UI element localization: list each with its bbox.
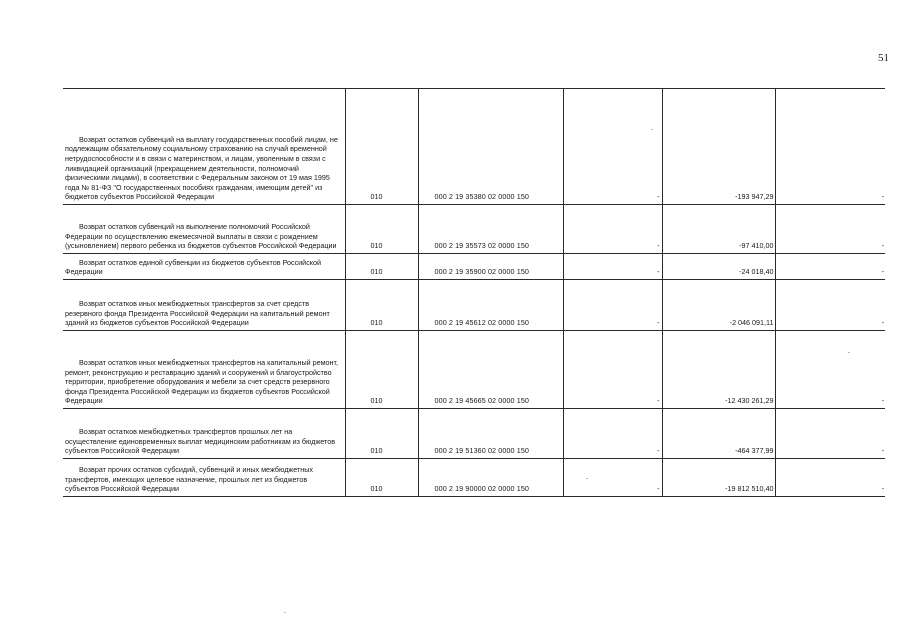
- table-row: [63, 89, 885, 205]
- kbk-code-cell: 000 2 19 45612 02 0000 150: [418, 280, 563, 331]
- line-code-cell: 010: [345, 254, 418, 280]
- deviation-cell: -: [775, 459, 885, 497]
- plan-cell: -: [563, 254, 662, 280]
- plan-cell: -: [563, 409, 662, 459]
- table-row: [63, 331, 885, 409]
- row-name: Возврат остатков субвенций на выплату государственных пособий лицам, не подлежащим обязательному социальному страхованию на случай временной нетрудоспособности и в связи с материнством, и лицам, уволенным в связи с ликвидацией организаций (прекращением деятельности, полномочий физическими лицами), в соответствии с Федеральным законом от 19 мая 1995 года № 81-ФЗ "О государственных пособиях гражданам, имеющим детей" из бюджетов субъектов Российской Федерации: [65, 134, 338, 202]
- executed-cell: -2 046 091,11: [662, 280, 775, 331]
- table-row: [63, 280, 885, 331]
- scan-speck: [651, 129, 653, 130]
- line-code-cell: 010: [345, 89, 418, 205]
- row-name: Возврат остатков субвенций на выполнение полномочий Российской Федерации по осуществлению ежемесячной выплаты в связи с рождением (усыновлением) первого ребенка из бюджетов субъектов Российской Федерации: [65, 222, 337, 251]
- kbk-code-cell: 000 2 19 45665 02 0000 150: [418, 331, 563, 409]
- deviation-cell: -: [775, 205, 885, 254]
- executed-cell: -97 410,00: [662, 205, 775, 254]
- scan-speck: [586, 478, 588, 479]
- plan-cell: -: [563, 459, 662, 497]
- table-row: [63, 254, 885, 280]
- plan-cell: -: [563, 205, 662, 254]
- row-name: Возврат остатков межбюджетных трансфертов прошлых лет на осуществление единовременных выплат медицинским работникам из бюджетов субъектов Российской Федерации: [65, 427, 336, 456]
- row-name: Возврат остатков единой субвенции из бюджетов субъектов Российской Федерации: [65, 257, 322, 277]
- table-row: [63, 409, 885, 459]
- row-name: Возврат остатков иных межбюджетных трансфертов на капитальный ремонт, ремонт, реконструкцию и реставрацию зданий и сооружений и благоустройство территории, приобретение оборудования и мебели за счет средств резервного фонда Президента Российской Федерации из бюджетов субъектов Российской Федерации: [65, 358, 339, 406]
- line-code-cell: 010: [345, 459, 418, 497]
- page-number: 51: [878, 52, 889, 64]
- scan-speck: [284, 612, 286, 613]
- deviation-cell: -: [775, 89, 885, 205]
- scan-speck: [848, 352, 850, 353]
- plan-cell: -: [563, 331, 662, 409]
- deviation-cell: -: [775, 280, 885, 331]
- executed-cell: -464 377,99: [662, 409, 775, 459]
- executed-cell: -19 812 510,40: [662, 459, 775, 497]
- table-row: [63, 205, 885, 254]
- plan-cell: -: [563, 89, 662, 205]
- executed-cell: -12 430 261,29: [662, 331, 775, 409]
- kbk-code-cell: 000 2 19 35900 02 0000 150: [418, 254, 563, 280]
- line-code-cell: 010: [345, 205, 418, 254]
- deviation-cell: -: [775, 409, 885, 459]
- row-name: Возврат остатков иных межбюджетных трансфертов за счет средств резервного фонда Президента Российской Федерации на капитальный ремонт зданий из бюджетов субъектов Российской Федерации: [65, 299, 330, 328]
- kbk-code-cell: 000 2 19 35573 02 0000 150: [418, 205, 563, 254]
- deviation-cell: -: [775, 331, 885, 409]
- table-row: [63, 459, 885, 497]
- kbk-code-cell: 000 2 19 35380 02 0000 150: [418, 89, 563, 205]
- row-name: Возврат прочих остатков субсидий, субвенций и иных межбюджетных трансфертов, имеющих целевое назначение, прошлых лет из бюджетов субъектов Российской Федерации: [65, 465, 313, 494]
- kbk-code-cell: 000 2 19 90000 02 0000 150: [418, 459, 563, 497]
- line-code-cell: 010: [345, 280, 418, 331]
- kbk-code-cell: 000 2 19 51360 02 0000 150: [418, 409, 563, 459]
- line-code-cell: 010: [345, 331, 418, 409]
- line-code-cell: 010: [345, 409, 418, 459]
- plan-cell: -: [563, 280, 662, 331]
- executed-cell: -24 018,40: [662, 254, 775, 280]
- deviation-cell: -: [775, 254, 885, 280]
- executed-cell: -193 947,29: [662, 89, 775, 205]
- report-table: [63, 88, 885, 497]
